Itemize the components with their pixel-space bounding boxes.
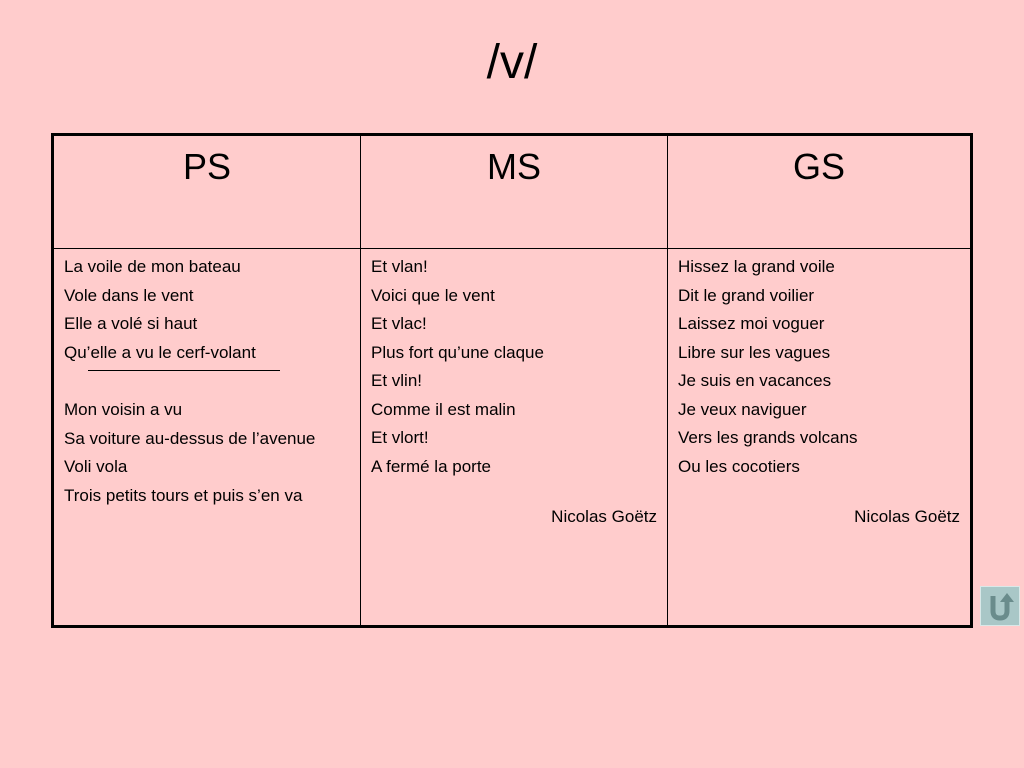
poem-line: Hissez la grand voile: [678, 257, 835, 276]
ms-poem-cell: [361, 249, 668, 625]
poem-line: Voici que le vent: [371, 285, 495, 305]
stanza-divider: [88, 370, 280, 371]
ps-poem-cell: [54, 249, 361, 625]
spacer: [371, 484, 657, 506]
column-header-ps: PS: [54, 136, 361, 248]
poem-line: Dit le grand voilier: [678, 285, 815, 305]
poem-line: Voli vola: [64, 457, 128, 476]
gs-poem-cell: [668, 249, 970, 625]
poem-line: Vole dans le vent: [64, 285, 194, 305]
poem-line: Elle a volé si haut: [64, 314, 198, 333]
poem-line: Sa voiture au-dessus de l’avenue: [64, 428, 316, 448]
poem-author: Nicolas Goëtz: [854, 507, 960, 526]
table-body-row: [54, 249, 970, 625]
slide-title: /v/: [486, 36, 538, 89]
poem-line: Laissez moi voguer: [678, 314, 825, 333]
poem-line: Et vlin!: [371, 371, 423, 390]
poem-line: Libre sur les vagues: [678, 342, 831, 362]
poem-line: Vers les grands volcans: [678, 428, 858, 447]
poem-line: Et vlan!: [371, 257, 428, 276]
poem-line: Plus fort qu’une claque: [371, 342, 544, 362]
column-header-ms: MS: [361, 136, 668, 248]
poem-line: Mon voisin a vu: [64, 400, 183, 419]
return-button[interactable]: [980, 586, 1020, 626]
column-header-gs: GS: [792, 146, 845, 187]
poem-author: Nicolas Goëtz: [551, 507, 657, 526]
return-arrow-icon: [981, 587, 1019, 625]
poem-line: Et vlort!: [371, 428, 429, 447]
poem-line: Je suis en vacances: [678, 371, 832, 390]
poem-line: Ou les cocotiers: [678, 456, 800, 476]
table-header-row: [54, 136, 970, 249]
poem-line: Je veux naviguer: [678, 399, 807, 419]
poem-table: [51, 133, 973, 628]
poem-line: Qu’elle a vu le cerf-volant: [64, 342, 256, 362]
poem-line: A fermé la porte: [371, 456, 492, 476]
poem-line: Comme il est malin: [371, 399, 516, 419]
poem-line: Et vlac!: [371, 314, 427, 333]
poem-line: La voile de mon bateau: [64, 257, 241, 276]
spacer: [678, 484, 960, 506]
poem-line: Trois petits tours et puis s’en va: [64, 485, 303, 505]
